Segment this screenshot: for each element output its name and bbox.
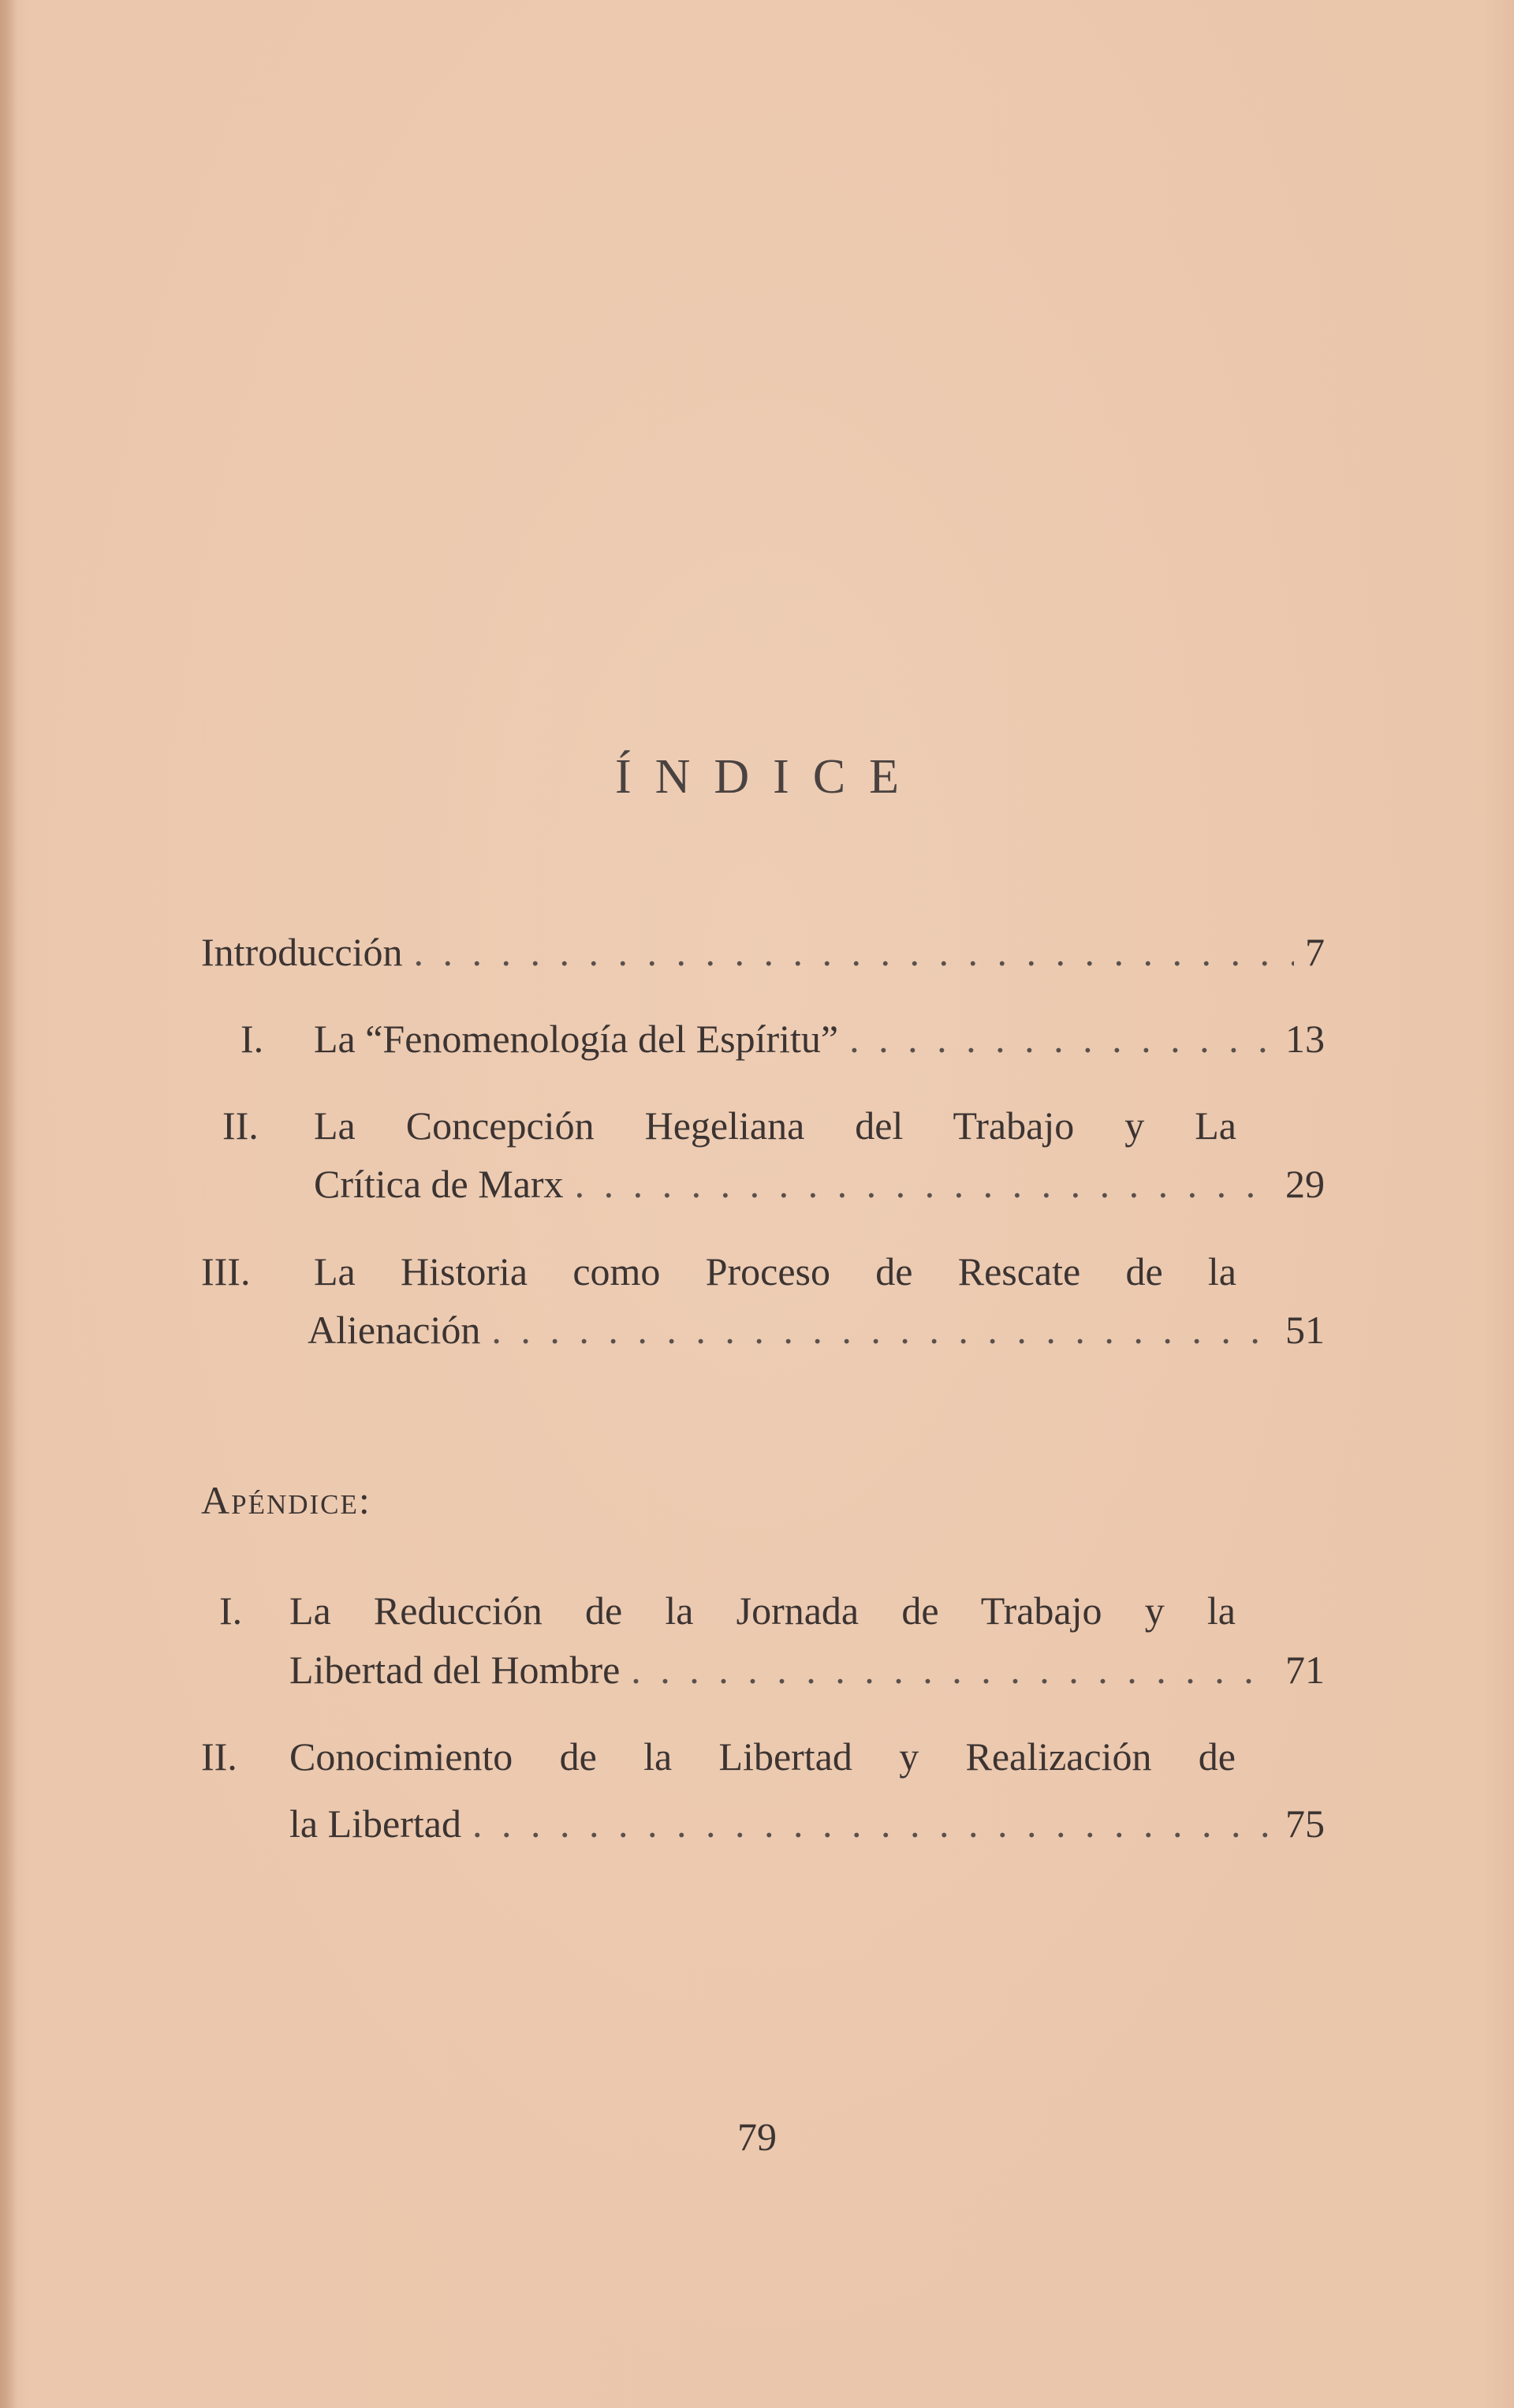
toc-entry-number: II. [201,1734,237,1779]
toc-leader-dots [413,923,1294,981]
toc-entry-historia [308,1301,1325,1359]
toc-entry-line: La Historia como Proceso de Rescate de la [314,1249,1236,1294]
appendix-label: Apéndice: [201,1478,371,1522]
toc-entry-fenomenologia [314,1010,1325,1068]
toc-page-number: 13 [1285,1017,1325,1061]
toc-leader-dots [575,1155,1274,1213]
toc-entry-text: Libertad del Hombre [289,1648,621,1692]
toc-entry-conocimiento-libertad [289,1794,1325,1853]
toc-entry-number: II. [222,1103,259,1148]
toc-leader-dots [491,1301,1274,1359]
toc-page-number: 71 [1285,1648,1325,1692]
index-title: ÍNDICE [614,750,923,804]
toc-page-number: 29 [1285,1162,1325,1206]
toc-entry-number: III. [201,1249,251,1294]
toc-entry-text: La “Fenomenología del Espíritu” [314,1017,839,1061]
page-folio-number: 79 [737,2115,777,2159]
toc-entry-introduccion [201,923,1325,981]
toc-entry-text: la Libertad [289,1801,461,1846]
toc-entry-text: Alienación [308,1308,481,1352]
toc-entry-text: Introducción [201,930,403,974]
toc-page-number: 7 [1305,930,1325,974]
toc-page-number: 51 [1285,1308,1325,1352]
toc-entry-number: I. [241,1017,264,1061]
toc-leader-dots [472,1794,1274,1853]
toc-leader-dots [849,1010,1274,1068]
toc-entry-line: La Concepción Hegeliana del Trabajo y La [314,1103,1236,1148]
toc-entry-number: I. [219,1589,243,1633]
toc-entry-concepcion-hegeliana [314,1155,1325,1213]
toc-entry-line: Conocimiento de la Libertad y Realización de [289,1734,1236,1779]
toc-entry-text: Crítica de Marx [314,1162,564,1206]
toc-entry-line: La Reducción de la Jornada de Trabajo y la [289,1589,1236,1633]
page-spine-shadow [0,0,17,2408]
toc-page-number: 75 [1285,1801,1325,1846]
toc-leader-dots [631,1641,1274,1699]
toc-entry-reduccion-jornada [289,1641,1325,1699]
